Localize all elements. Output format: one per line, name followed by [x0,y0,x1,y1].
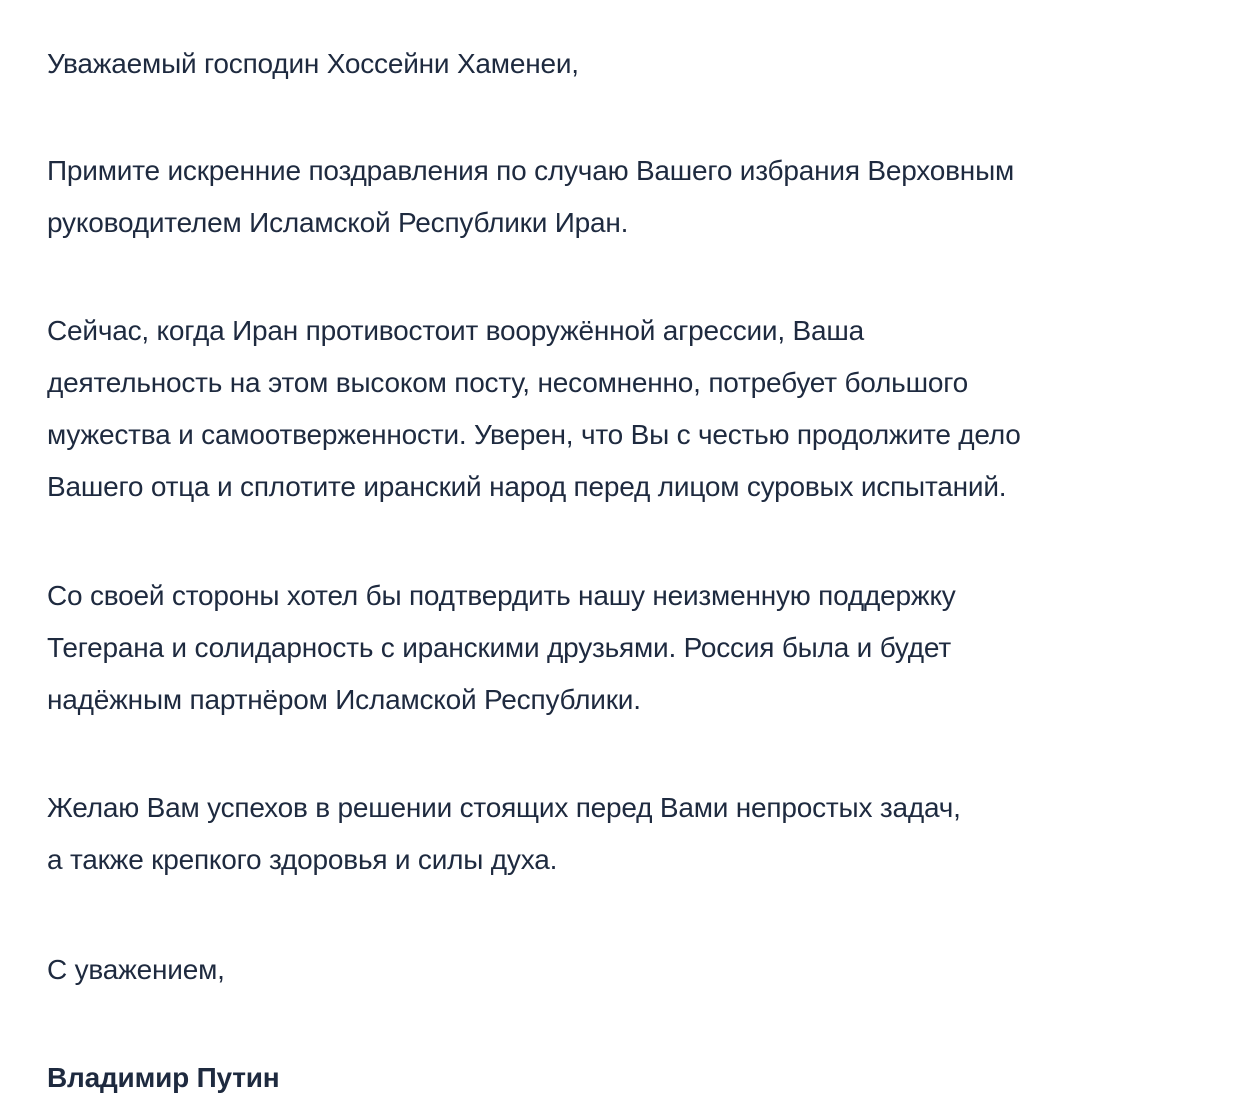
paragraph-line: Примите искренние поздравления по случаю Вашего избрания Верховным [47,155,1015,186]
paragraph-line: руководителем Исламской Республики Иран. [47,207,629,238]
paragraph-line: Желаю Вам успехов в решении стоящих перед Вами непростых задач, [47,792,961,823]
paragraph-line: Со своей стороны хотел бы подтвердить нашу неизменную поддержку [47,580,956,611]
signature: Владимир Путин [47,1062,280,1093]
paragraph-line: надёжным партнёром Исламской Республики. [47,684,641,715]
paragraph-line: Вашего отца и сплотите иранский народ перед лицом суровых испытаний. [47,471,1007,502]
greeting: Уважаемый господин Хоссейни Хаменеи, [47,48,579,79]
closing: С уважением, [47,954,225,985]
paragraph-line: Тегерана и солидарность с иранскими друзьями. Россия была и будет [47,632,952,663]
paragraph-line: а также крепкого здоровья и силы духа. [47,844,558,875]
paragraph-line: деятельность на этом высоком посту, несомненно, потребует большого [47,367,968,398]
paragraph-line: Сейчас, когда Иран противостоит вооружённой агрессии, Ваша [47,315,865,346]
paragraph-line: мужества и самоотверженности. Уверен, что Вы с честью продолжите дело [47,419,1021,450]
